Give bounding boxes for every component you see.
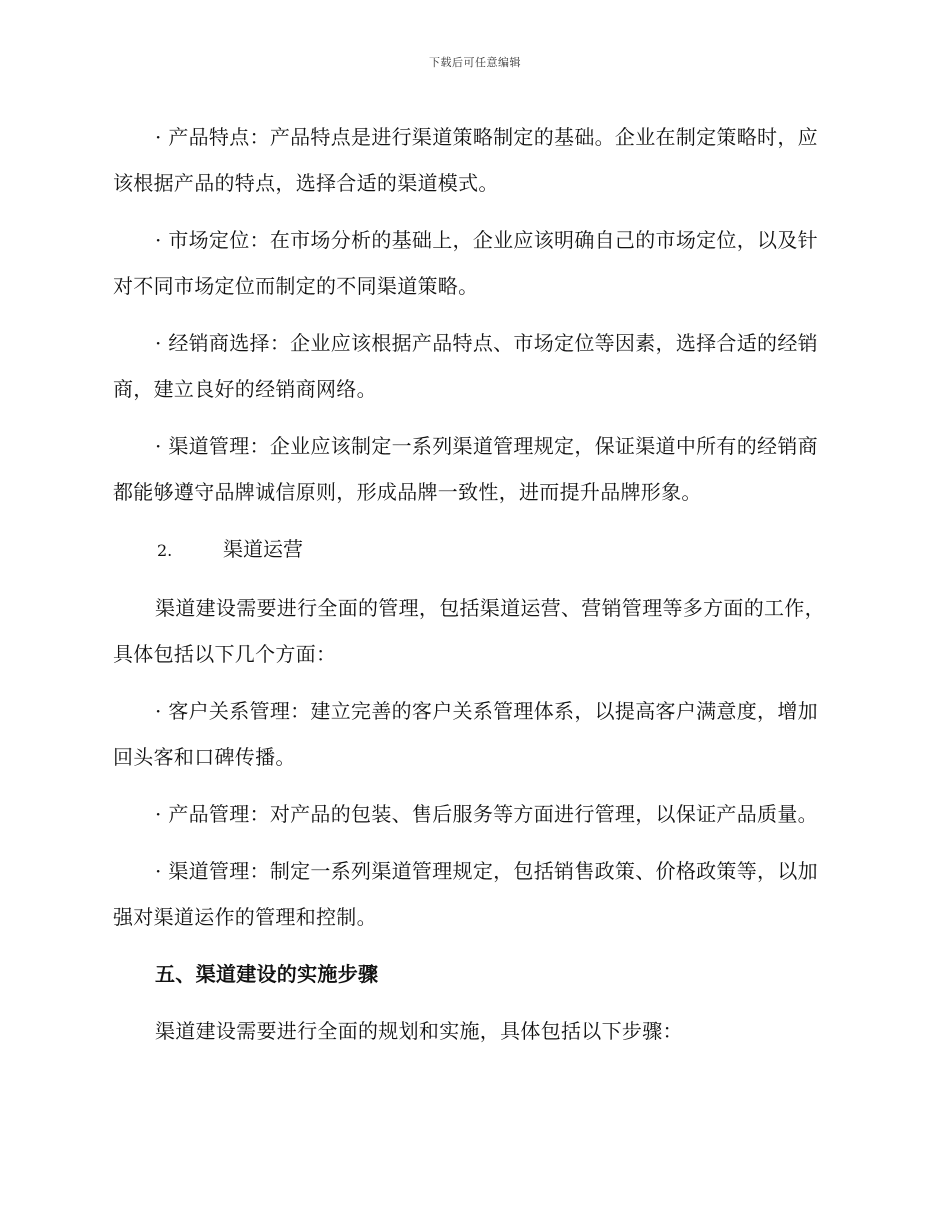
paragraph-implementation-intro: 渠道建设需要进行全面的规划和实施，具体包括以下步骤： xyxy=(155,1019,683,1043)
subsection-heading xyxy=(113,526,835,574)
paragraph-dealer-selection: · 经销商选择：企业应该根据产品特点、市场定位等因素，选择合适的经销商，建立良好的经销商网络。 xyxy=(113,331,818,401)
document-body xyxy=(113,114,835,1065)
subsection-number: 2. xyxy=(157,541,173,560)
paragraph-customer-relationship: · 客户关系管理：建立完善的客户关系管理体系，以提高客户满意度，增加回头客和口碑传播。 xyxy=(113,699,818,769)
paragraph-product-management: · 产品管理：对产品的包装、售后服务等方面进行管理，以保证产品质量。 xyxy=(155,802,818,826)
section-heading: 五、渠道建设的实施步骤 xyxy=(155,962,379,986)
subsection-title: 渠道运营 xyxy=(223,537,303,561)
page-header: 下载后可任意编辑 xyxy=(429,56,521,69)
paragraph-operations-intro: 渠道建设需要进行全面的管理，包括渠道运营、营销管理等多方面的工作，具体包括以下几个方面： xyxy=(113,596,825,666)
paragraph-channel-rules: · 渠道管理：制定一系列渠道管理规定，包括销售政策、价格政策等，以加强对渠道运作的管理和控制。 xyxy=(113,859,818,929)
paragraph-product-features: · 产品特点：产品特点是进行渠道策略制定的基础。企业在制定策略时，应该根据产品的特点，选择合适的渠道模式。 xyxy=(113,125,818,195)
paragraph-channel-management: · 渠道管理：企业应该制定一系列渠道管理规定，保证渠道中所有的经销商都能够遵守品牌诚信原则，形成品牌一致性，进而提升品牌形象。 xyxy=(113,434,818,504)
paragraph-market-positioning: · 市场定位：在市场分析的基础上，企业应该明确自己的市场定位，以及针对不同市场定位而制定的不同渠道策略。 xyxy=(113,228,818,298)
